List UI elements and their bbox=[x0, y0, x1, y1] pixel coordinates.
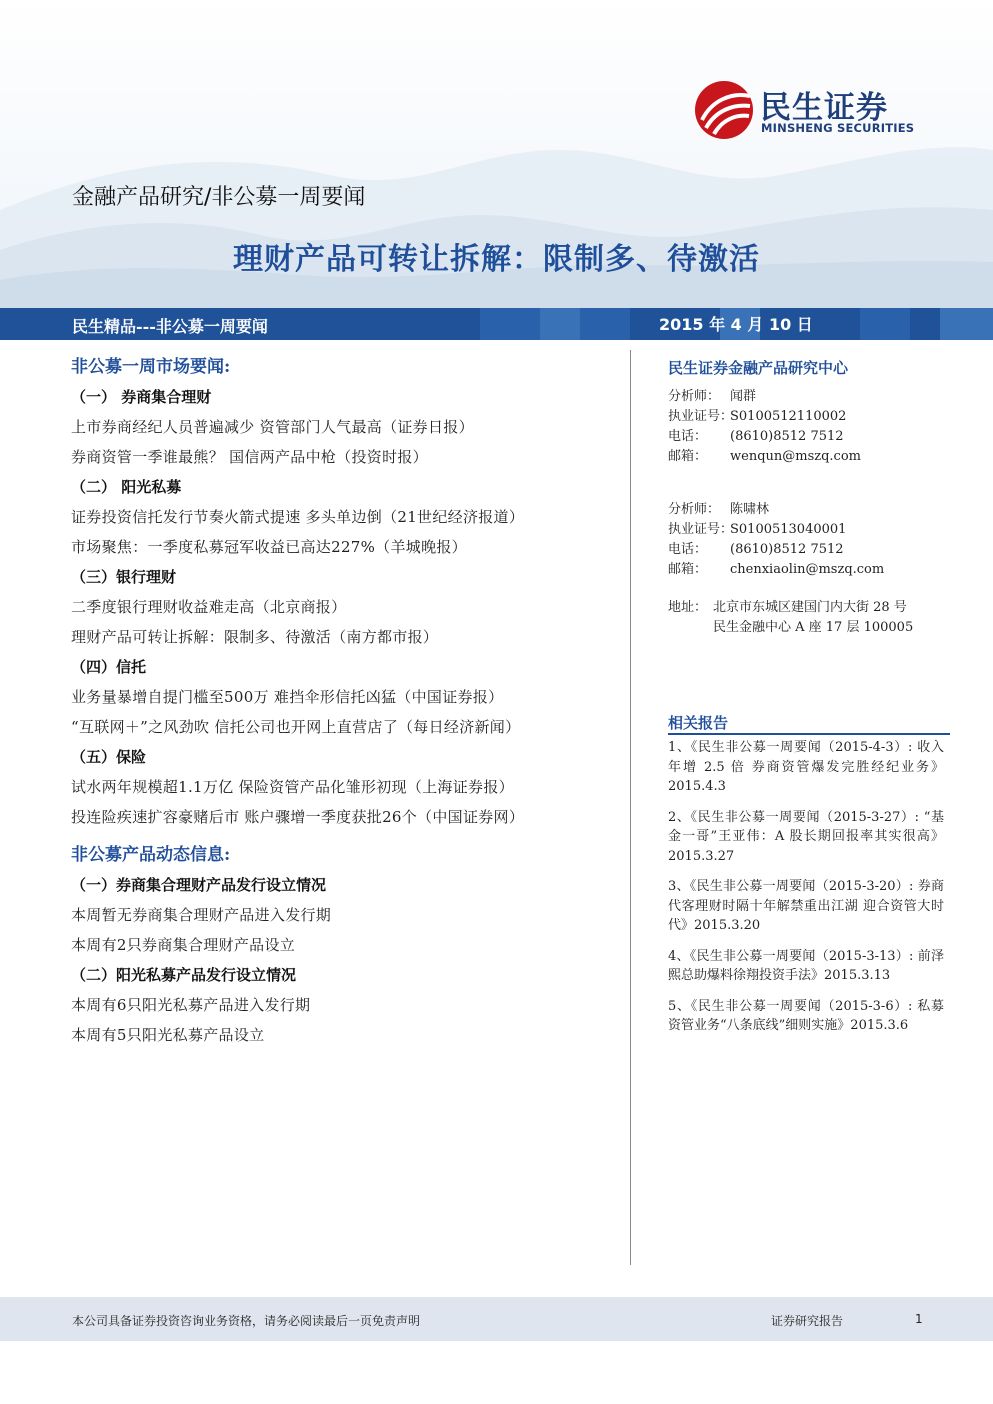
group-title: （二） 阳光私募 bbox=[71, 478, 182, 496]
news-item: “互联网＋”之风劲吹 信托公司也开网上直营店了（每日经济新闻） bbox=[71, 718, 521, 736]
email-address[interactable]: wenqun@mszq.com bbox=[730, 449, 861, 464]
section-title: 非公募一周市场要闻: bbox=[71, 357, 231, 377]
series-label: 民生精品---非公募一周要闻 bbox=[72, 317, 268, 336]
related-report-item[interactable]: 5、《民生非公募一周要闻（2015-3-6）: 私募资管业务“八条底线”细则实施》2015.3.6 bbox=[668, 998, 944, 1033]
sidebar-column bbox=[668, 353, 948, 638]
news-item: 本周有5只阳光私募产品设立 bbox=[71, 1026, 265, 1044]
news-item: 本周有2只券商集合理财产品设立 bbox=[71, 936, 296, 954]
address-line-1: 北京市东城区建国门内大街 28 号 bbox=[713, 600, 907, 615]
research-center-title: 民生证券金融产品研究中心 bbox=[668, 359, 849, 377]
report-category: 金融产品研究/非公募一周要闻 bbox=[72, 185, 366, 210]
address-line-2: 民生金融中心 A 座 17 层 100005 bbox=[713, 620, 914, 635]
related-report-item[interactable]: 1、《民生非公募一周要闻（2015-4-3）: 收入年增 2.5 倍 券商资管爆发完胜经纪业务》2015.4.3 bbox=[668, 740, 944, 794]
news-item: 投连险疾速扩容豪赌后市 账户骤增一季度获批26个（中国证券网） bbox=[71, 808, 525, 826]
cert-label: 执业证号： bbox=[668, 522, 734, 537]
related-reports-list bbox=[668, 738, 944, 1047]
news-item: 试水两年规模超1.1万亿 保险资管产品化雏形初现（上海证券报） bbox=[71, 778, 514, 796]
brand-name-en: MINSHENG SECURITIES bbox=[761, 121, 915, 135]
analyst-block bbox=[668, 387, 948, 467]
cert-number: S0100513040001 bbox=[730, 522, 847, 537]
related-report-item[interactable]: 3、《民生非公募一周要闻（2015-3-20）: 券商代客理财时隔十年解禁重出江湖 迎合资管大时代》2015.3.20 bbox=[668, 879, 944, 933]
address-block bbox=[668, 598, 948, 638]
analyst-block bbox=[668, 500, 948, 580]
group-title: （五）保险 bbox=[71, 748, 147, 766]
phone-label: 电话： bbox=[668, 542, 708, 557]
analyst-label: 分析师： bbox=[668, 502, 721, 517]
related-reports-title: 相关报告 bbox=[668, 714, 729, 732]
analyst-name: 闻群 bbox=[730, 389, 757, 404]
address-label: 地址： bbox=[668, 600, 708, 615]
phone-number: (8610)8512 7512 bbox=[730, 429, 844, 444]
main-column bbox=[71, 352, 621, 1050]
group-title: （四）信托 bbox=[71, 658, 147, 676]
page-footer bbox=[0, 1297, 993, 1341]
brand-name-cn: 民生证券 bbox=[760, 90, 888, 126]
related-reports-header bbox=[668, 713, 950, 735]
minsheng-logo-icon bbox=[694, 80, 754, 140]
group-title: （三）银行理财 bbox=[71, 568, 177, 586]
report-date: 2015 年 4 月 10 日 bbox=[659, 315, 813, 334]
analyst-label: 分析师： bbox=[668, 389, 721, 404]
related-report-item[interactable]: 4、《民生非公募一周要闻（2015-3-13）: 前泽熙总助爆料徐翔投资手法》2015.3.13 bbox=[668, 948, 944, 983]
brand-logo bbox=[694, 80, 924, 140]
phone-number: (8610)8512 7512 bbox=[730, 542, 844, 557]
section-title: 非公募产品动态信息: bbox=[71, 845, 231, 865]
disclaimer-notice: 本公司具备证券投资咨询业务资格，请务必阅读最后一页免责声明 bbox=[72, 1314, 421, 1328]
news-item: 上市券商经纪人员普遍减少 资管部门人气最高（证券日报） bbox=[71, 418, 474, 436]
email-label: 邮箱： bbox=[668, 562, 708, 577]
news-item: 证券投资信托发行节奏火箭式提速 多头单边倒（21世纪经济报道） bbox=[71, 508, 525, 526]
news-item: 业务量暴增自提门槛至500万 难挡伞形信托凶猛（中国证券报） bbox=[71, 688, 504, 706]
news-item: 本周有6只阳光私募产品进入发行期 bbox=[71, 996, 311, 1014]
news-item: 本周暂无券商集合理财产品进入发行期 bbox=[71, 906, 332, 924]
report-type: 证券研究报告 bbox=[771, 1314, 844, 1328]
news-item: 理财产品可转让拆解：限制多、待激活（南方都市报） bbox=[71, 628, 439, 646]
analyst-name: 陈啸林 bbox=[730, 502, 770, 517]
email-label: 邮箱： bbox=[668, 449, 708, 464]
related-report-item[interactable]: 2、《民生非公募一周要闻（2015-3-27）: “基金一哥”王亚伟：A 股长期回报率其实很高》2015.3.27 bbox=[668, 809, 944, 864]
email-address[interactable]: chenxiaolin@mszq.com bbox=[730, 562, 885, 577]
column-divider bbox=[630, 350, 631, 1265]
page-number: 1 bbox=[915, 1312, 923, 1326]
cert-label: 执业证号： bbox=[668, 409, 734, 424]
title-band bbox=[0, 308, 993, 340]
group-title: （一） 券商集合理财 bbox=[71, 388, 212, 406]
phone-label: 电话： bbox=[668, 429, 708, 444]
cert-number: S0100512110002 bbox=[730, 409, 847, 424]
news-item: 二季度银行理财收益难走高（北京商报） bbox=[71, 598, 347, 616]
news-item: 市场聚焦：一季度私募冠军收益已高达227%（羊城晚报） bbox=[71, 538, 467, 556]
report-title: 理财产品可转让拆解：限制多、待激活 bbox=[233, 242, 760, 277]
group-title: （一）券商集合理财产品发行设立情况 bbox=[71, 876, 327, 894]
news-item: 券商资管一季谁最熊？ 国信两产品中枪（投资时报） bbox=[71, 448, 428, 466]
group-title: （二）阳光私募产品发行设立情况 bbox=[71, 966, 297, 984]
